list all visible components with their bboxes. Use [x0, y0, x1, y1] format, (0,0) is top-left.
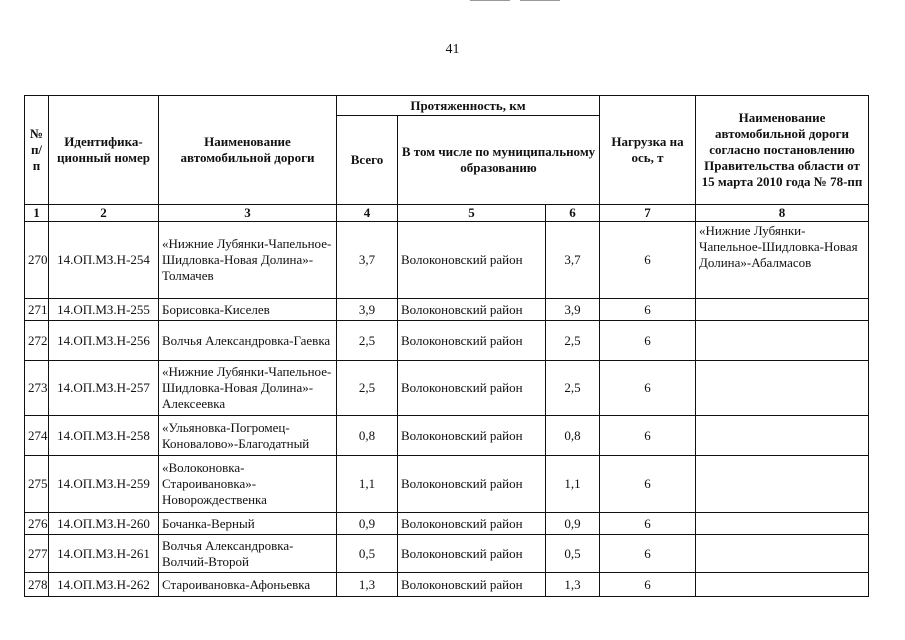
- col-number: 8: [696, 205, 869, 222]
- header-old-name: Наименование автомобильной дороги согласно постановлению Правительства области от 15 марта 2010 года № 78-пп: [696, 96, 869, 205]
- cell-old-name: [696, 456, 869, 513]
- cell-load: 6: [600, 416, 696, 456]
- cell-num: 271: [25, 299, 49, 321]
- cell-id: 14.ОП.МЗ.Н-257: [49, 361, 159, 416]
- cell-district: Волоконовский район: [398, 222, 546, 299]
- cell-km: 2,5: [546, 321, 600, 361]
- cell-load: 6: [600, 222, 696, 299]
- cell-num: 272: [25, 321, 49, 361]
- cell-district: Волоконовский район: [398, 513, 546, 535]
- cell-old-name: [696, 361, 869, 416]
- cell-km: 1,3: [546, 573, 600, 597]
- table-row: [25, 513, 869, 535]
- cell-id: 14.ОП.МЗ.Н-258: [49, 416, 159, 456]
- col-number: 5: [398, 205, 546, 222]
- cell-load: 6: [600, 321, 696, 361]
- table-row: [25, 299, 869, 321]
- column-number-row: [25, 205, 869, 222]
- cell-name: «Нижние Лубянки-Чапельное-Шидловка-Новая Долина»-Алексеевка: [159, 361, 337, 416]
- page-number: 41: [445, 42, 460, 57]
- table-row: [25, 535, 869, 573]
- top-edge-mark: [470, 0, 510, 1]
- cell-name: Борисовка-Киселев: [159, 299, 337, 321]
- col-number: 7: [600, 205, 696, 222]
- header-length-group: Протяженность, км: [337, 96, 600, 116]
- cell-total: 0,5: [337, 535, 398, 573]
- cell-old-name: [696, 535, 869, 573]
- header-row-1: [25, 96, 869, 116]
- cell-load: 6: [600, 573, 696, 597]
- cell-district: Волоконовский район: [398, 416, 546, 456]
- header-id: Идентифика-ционный номер: [49, 96, 159, 205]
- cell-old-name: [696, 321, 869, 361]
- header-num: № п/п: [25, 96, 49, 205]
- header-name: Наименование автомобильной дороги: [159, 96, 337, 205]
- cell-name: Волчья Александровка-Гаевка: [159, 321, 337, 361]
- cell-km: 0,5: [546, 535, 600, 573]
- cell-num: 274: [25, 416, 49, 456]
- cell-district: Волоконовский район: [398, 456, 546, 513]
- cell-name: «Нижние Лубянки-Чапельное-Шидловка-Новая Долина»-Толмачев: [159, 222, 337, 299]
- cell-district: Волоконовский район: [398, 535, 546, 573]
- table-row: [25, 321, 869, 361]
- table-row: [25, 222, 869, 299]
- cell-name: Староивановка-Афоньевка: [159, 573, 337, 597]
- cell-total: 2,5: [337, 361, 398, 416]
- table-row: [25, 456, 869, 513]
- cell-num: 273: [25, 361, 49, 416]
- col-number: 3: [159, 205, 337, 222]
- table-row: [25, 573, 869, 597]
- cell-km: 3,9: [546, 299, 600, 321]
- cell-total: 0,9: [337, 513, 398, 535]
- cell-name: «Ульяновка-Погромец-Коновалово»-Благодатный: [159, 416, 337, 456]
- header-municipal: В том числе по муниципальному образованию: [398, 116, 600, 205]
- cell-total: 2,5: [337, 321, 398, 361]
- cell-old-name: [696, 299, 869, 321]
- cell-old-name: [696, 573, 869, 597]
- cell-total: 1,1: [337, 456, 398, 513]
- cell-num: 276: [25, 513, 49, 535]
- cell-total: 3,7: [337, 222, 398, 299]
- cell-id: 14.ОП.МЗ.Н-254: [49, 222, 159, 299]
- cell-num: 277: [25, 535, 49, 573]
- cell-load: 6: [600, 513, 696, 535]
- cell-total: 0,8: [337, 416, 398, 456]
- top-edge-mark: [520, 0, 560, 1]
- cell-km: 1,1: [546, 456, 600, 513]
- cell-total: 1,3: [337, 573, 398, 597]
- cell-load: 6: [600, 535, 696, 573]
- cell-load: 6: [600, 456, 696, 513]
- cell-district: Волоконовский район: [398, 573, 546, 597]
- table-row: [25, 361, 869, 416]
- cell-km: 0,8: [546, 416, 600, 456]
- col-number: 2: [49, 205, 159, 222]
- col-number: 1: [25, 205, 49, 222]
- cell-total: 3,9: [337, 299, 398, 321]
- cell-num: 270: [25, 222, 49, 299]
- cell-district: Волоконовский район: [398, 299, 546, 321]
- cell-id: 14.ОП.МЗ.Н-259: [49, 456, 159, 513]
- cell-district: Волоконовский район: [398, 361, 546, 416]
- roads-table: [24, 95, 869, 597]
- cell-id: 14.ОП.МЗ.Н-262: [49, 573, 159, 597]
- cell-old-name: «Нижние Лубянки-Чапельное-Шидловка-Новая Долина»-Абалмасов: [696, 222, 869, 299]
- cell-district: Волоконовский район: [398, 321, 546, 361]
- cell-id: 14.ОП.МЗ.Н-256: [49, 321, 159, 361]
- cell-name: Бочанка-Верный: [159, 513, 337, 535]
- cell-old-name: [696, 513, 869, 535]
- cell-km: 0,9: [546, 513, 600, 535]
- cell-name: Волчья Александровка-Волчий-Второй: [159, 535, 337, 573]
- table-row: [25, 416, 869, 456]
- cell-id: 14.ОП.МЗ.Н-255: [49, 299, 159, 321]
- cell-id: 14.ОП.МЗ.Н-260: [49, 513, 159, 535]
- header-total: Всего: [337, 116, 398, 205]
- cell-km: 2,5: [546, 361, 600, 416]
- cell-km: 3,7: [546, 222, 600, 299]
- cell-old-name: [696, 416, 869, 456]
- cell-name: «Волоконовка-Староивановка»-Новорождественка: [159, 456, 337, 513]
- header-load: Нагрузка на ось, т: [600, 96, 696, 205]
- cell-num: 275: [25, 456, 49, 513]
- table-body: [25, 222, 869, 597]
- col-number: 6: [546, 205, 600, 222]
- cell-id: 14.ОП.МЗ.Н-261: [49, 535, 159, 573]
- cell-load: 6: [600, 299, 696, 321]
- cell-load: 6: [600, 361, 696, 416]
- cell-num: 278: [25, 573, 49, 597]
- col-number: 4: [337, 205, 398, 222]
